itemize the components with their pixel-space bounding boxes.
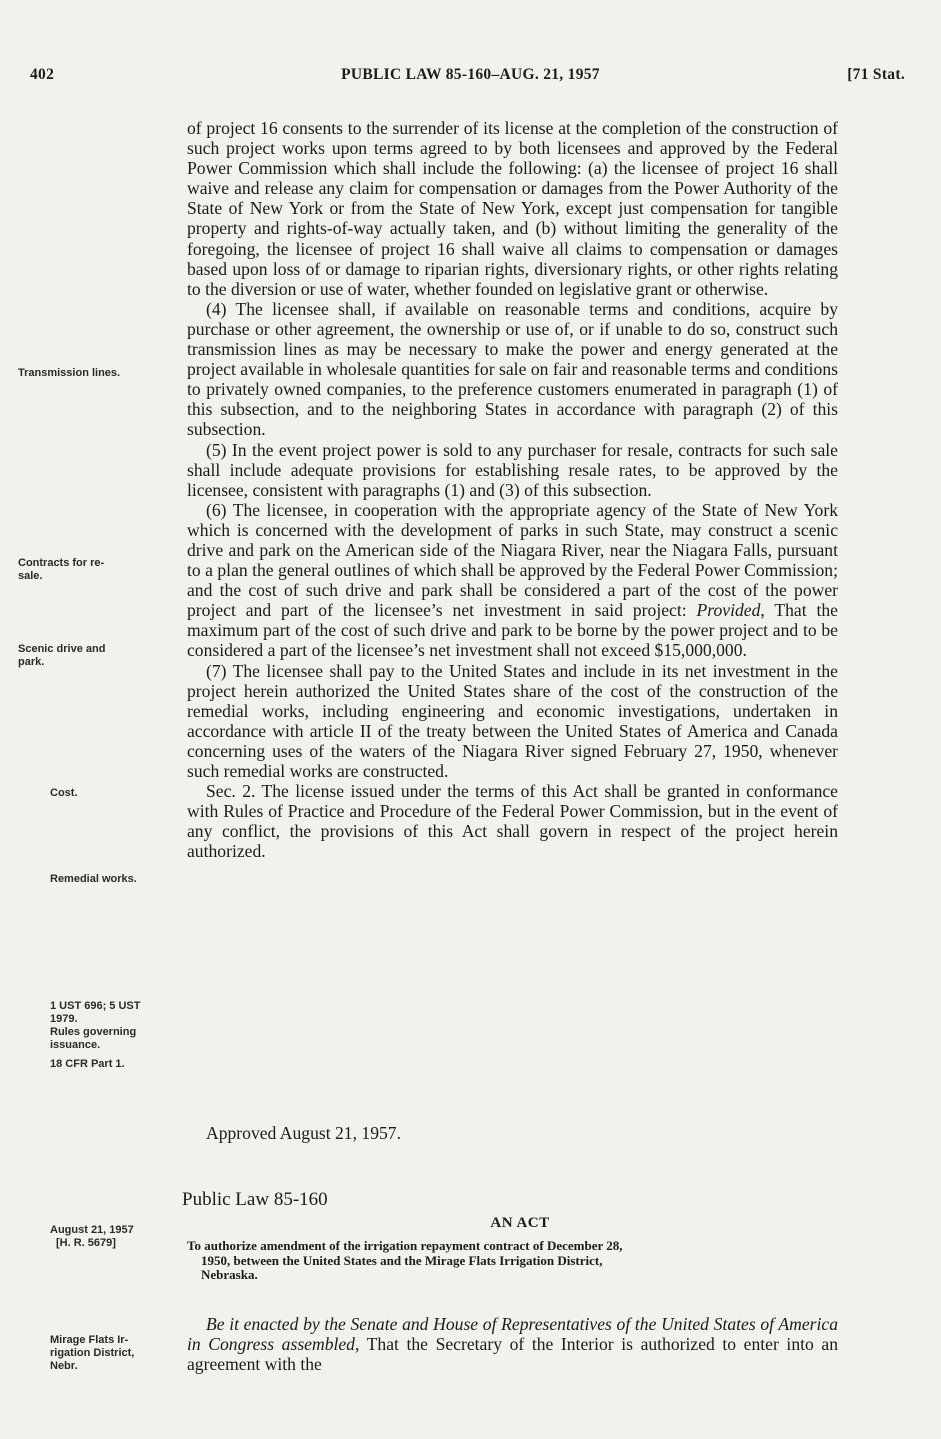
- an-act-heading: AN ACT: [490, 1215, 550, 1231]
- margin-note-line: Rules governing: [50, 1026, 137, 1038]
- section-2: Sec. 2. The license issued under the terms of this Act shall be granted in conformance with Rules of Practice and Procedure of the Federal Power Commission, but in the event of any conflict, the provisions of this Act shall govern in respect of the project herein authorized.: [187, 781, 838, 862]
- purpose-line: To authorize amendment of the irrigation repayment contract of December 28,: [187, 1238, 623, 1253]
- statute-reference: [71 Stat.: [847, 66, 905, 83]
- act-purpose: [187, 1239, 838, 1283]
- approval-line: Approved August 21, 1957.: [206, 1123, 401, 1143]
- margin-note-line: Contracts for re-: [18, 557, 105, 569]
- enacting-rest: , That the Secretary of the Interior is authorized to enter into an agreement with the: [187, 1334, 838, 1375]
- purpose-line: 1950, between the United States and the Mirage Flats Irrigation District,: [201, 1252, 603, 1268]
- margin-note-line: rigation District,: [50, 1347, 135, 1359]
- provided-emphasis: Provided: [696, 600, 761, 621]
- margin-note-mirage: [18, 1334, 178, 1373]
- enacting-paragraph: [187, 1314, 838, 1374]
- margin-note-line: Cost.: [50, 787, 78, 799]
- paragraph-6-text-b: , That the maximum part of the cost of such drive and park to be borne by the power project and to be considered a part of the licensee’s net investment shall not exceed $15,000,000.: [187, 600, 838, 661]
- margin-note-line: issuance.: [50, 1039, 101, 1051]
- margin-note-transmission: [18, 367, 178, 380]
- margin-note-line: Mirage Flats Ir-: [50, 1334, 129, 1346]
- margin-note-remedial: [18, 873, 178, 886]
- paragraph-6: [187, 500, 838, 661]
- margin-note-line: August 21, 1957: [50, 1224, 134, 1236]
- margin-note-line: Remedial works.: [50, 873, 137, 885]
- page-number: 402: [30, 66, 55, 83]
- margin-note-line: park.: [18, 656, 45, 668]
- main-text: [187, 118, 838, 861]
- enacting-clause: [187, 1314, 838, 1374]
- running-title: PUBLIC LAW 85-160–AUG. 21, 1957: [341, 66, 600, 83]
- margin-note-line: Scenic drive and: [18, 643, 106, 655]
- purpose-line: Nebraska.: [201, 1267, 258, 1282]
- margin-note-line: 1979.: [50, 1013, 78, 1025]
- margin-note-line: Nebr.: [50, 1360, 78, 1372]
- law-title: Public Law 85-160: [182, 1189, 328, 1210]
- paragraph-5: (5) In the event project power is sold to any purchaser for resale, contracts for such sale shall include adequate provisions for establishing resale rates, to be approved by the licensee, consistent with paragraphs (1) and (3) of this subsection.: [187, 439, 838, 500]
- margin-note-scenic: [18, 643, 178, 669]
- margin-note-line: sale.: [18, 570, 43, 582]
- paragraph-intro: of project 16 consents to the surrender of its license at the completion of the construction of such project works upon terms agreed to by both licensees and approved by the Federal Power Commission which shall include the following: (a) the licensee of project 16 shall waive and release any claim for compensation or damages from the Power Authority of the State of New York or from the State of New York, except just compensation for tangible property and rights-of-way actually taken, and (b) without limiting the generality of the foregoing, the licensee of project 16 shall waive all claims to compensation or damages based upon loss of or damage to riparian rights, diversionary rights, or other rights relating to the diversion or use of water, whether founded on legislative grant or otherwise.: [187, 118, 838, 299]
- margin-note-cost: [18, 787, 178, 800]
- margin-note-text: Transmission lines.: [18, 367, 121, 379]
- paragraph-4: (4) The licensee shall, if available on reasonable terms and conditions, acquire by purchase or other agreement, the ownership or use of, or if unable to do so, construct such transmission lines as may be necessary to make the power and energy generated at the project available in wholesale quantities for sale on fair and reasonable terms and conditions to privately owned companies, to the preference customers enumerated in paragraph (1) of this subsection, and to the neighboring States in accordance with paragraph (2) of this subsection.: [187, 298, 838, 440]
- paragraph-7: (7) The licensee shall pay to the United States and include in its net investment in the project herein authorized the United States share of the cost of the construction of the remedial works, including engineering and economic investigations, undertaken in accordance with article II of the treaty between the United States of America and Canada concerning uses of the waters of the Niagara River signed February 27, 1950, whenever such remedial works are constructed.: [187, 660, 838, 781]
- margin-note-line: [H. R. 5679]: [56, 1237, 116, 1249]
- margin-note-treaty: [18, 1000, 178, 1071]
- margin-note-line: 18 CFR Part 1.: [50, 1058, 125, 1070]
- paragraph-6-text-a: (6) The licensee, in cooperation with the appropriate agency of the State of New York which is concerned with the development of parks in such State, may construct a scenic drive and park on the American side of the Niagara River, near the Niagara Falls, pursuant to a plan the general outlines of which shall be approved by the Federal Power Commission; and the cost of such drive and park shall be considered a part of the cost of the power project and part of the licensee’s net investment in said project:: [187, 499, 838, 621]
- enacting-italic: Be it enacted by the Senate and House of Representatives of the United States of America in Congress assembled: [187, 1314, 838, 1355]
- margin-note-line: 1 UST 696; 5 UST: [50, 1000, 141, 1012]
- margin-note-contracts: [18, 557, 178, 583]
